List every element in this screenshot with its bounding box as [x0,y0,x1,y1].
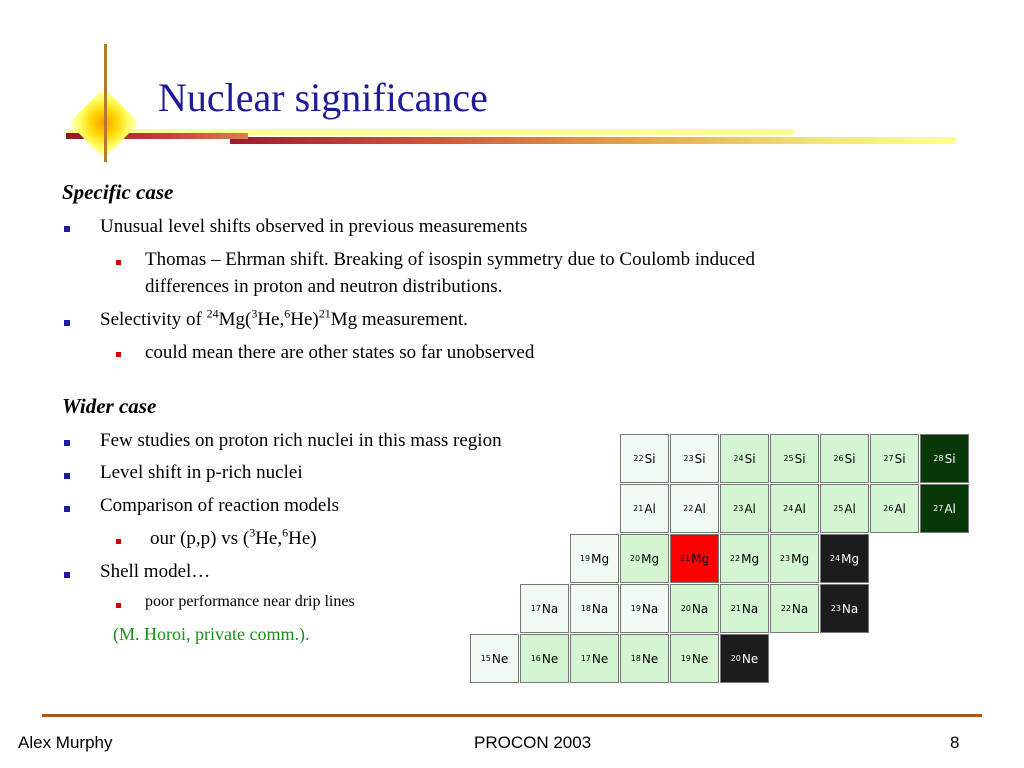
nuclide-cell-si-24: 24 Si [720,434,769,483]
nuclide-cell-ne-17: 17 Ne [570,634,619,683]
nuclide-cell-na-20: 20 Na [670,584,719,633]
bullet-shell-model: Shell model… [100,561,211,582]
nuclide-cell-mg-23: 23 Mg [770,534,819,583]
nuclide-cell-al-24: 24 Al [770,484,819,533]
sub-bullet-marker [116,539,121,544]
sub-bullet-drip-lines: poor performance near drip lines [145,593,355,610]
bullet-marker [64,226,70,232]
nuclide-cell-na-22: 22 Na [770,584,819,633]
nuclide-cell-ne-18: 18 Ne [620,634,669,683]
footer-author: Alex Murphy [18,733,113,752]
nuclide-cell-ne-16: 16 Ne [520,634,569,683]
title-underline-gradient [230,137,956,144]
nuclide-cell-al-23: 23 Al [720,484,769,533]
sub-bullet-thomas-ehrman-line1: Thomas – Ehrman shift. Breaking of isospin symmetry due to Coulomb induced [145,249,756,270]
section-heading-wider: Wider case [62,394,157,418]
reference-note: (M. Horoi, private comm.). [113,624,310,644]
bullet-reaction-models: Comparison of reaction models [100,495,340,516]
sub-bullet-unobserved-states: could mean there are other states so far unobserved [145,342,535,363]
nuclide-cell-mg-20: 20 Mg [620,534,669,583]
nuclide-cell-al-21: 21 Al [620,484,669,533]
bullet-selectivity: Selectivity of $^{24}Mg(^3He,^6He)^{21}Mg$ measurement. [100,306,468,330]
nuclide-cell-si-22: 22 Si [620,434,669,483]
nuclide-cell-mg-22: 22 Mg [720,534,769,583]
page-title: Nuclear significance [158,75,488,120]
sub-bullet-marker [116,603,121,608]
nuclide-cell-na-23: 23 Na [820,584,869,633]
vertical-accent-line [104,44,107,162]
sub-bullet-marker [116,352,121,357]
nuclide-cell-mg-21: 21 Mg [670,534,719,583]
nuclide-cell-mg-24: 24 Mg [820,534,869,583]
footer-page-number: 8 [950,733,960,752]
bullet-marker [64,473,70,479]
nuclide-cell-na-21: 21 Na [720,584,769,633]
footer-divider [42,714,982,717]
nuclide-cell-si-27: 27 Si [870,434,919,483]
bullet-few-studies: Few studies on proton rich nuclei in this mass region [100,430,502,451]
nuclide-cell-mg-19: 19 Mg [570,534,619,583]
nuclide-cell-na-19: 19 Na [620,584,669,633]
nuclide-cell-al-26: 26 Al [870,484,919,533]
nuclide-cell-si-25: 25 Si [770,434,819,483]
footer-event: PROCON 2003 [474,733,592,752]
nuclide-cell-al-25: 25 Al [820,484,869,533]
bullet-marker [64,506,70,512]
sub-bullet-thomas-ehrman-line2: differences in proton and neutron distributions. [145,276,503,297]
nuclide-cell-ne-20: 20 Ne [720,634,769,683]
sub-bullet-marker [116,260,121,265]
bullet-marker [64,440,70,446]
nuclide-cell-si-26: 26 Si [820,434,869,483]
nuclide-cell-na-18: 18 Na [570,584,619,633]
bullet-unusual-level-shifts: Unusual level shifts observed in previous measurements [100,216,528,237]
nuclide-cell-si-28: 28 Si [920,434,969,483]
nuclide-cell-ne-19: 19 Ne [670,634,719,683]
nuclide-cell-ne-15: 15 Ne [470,634,519,683]
bullet-level-shift: Level shift in p-rich nuclei [100,462,303,483]
nuclide-cell-al-22: 22 Al [670,484,719,533]
nuclide-cell-si-23: 23 Si [670,434,719,483]
sub-bullet-pp-vs-he: our (p,p) vs ($^3$He,$^6$He) [150,525,317,549]
nuclide-cell-na-17: 17 Na [520,584,569,633]
section-heading-specific: Specific case [62,180,174,204]
bullet-marker [64,572,70,578]
bullet-marker [64,320,70,326]
nuclide-cell-al-27: 27 Al [920,484,969,533]
